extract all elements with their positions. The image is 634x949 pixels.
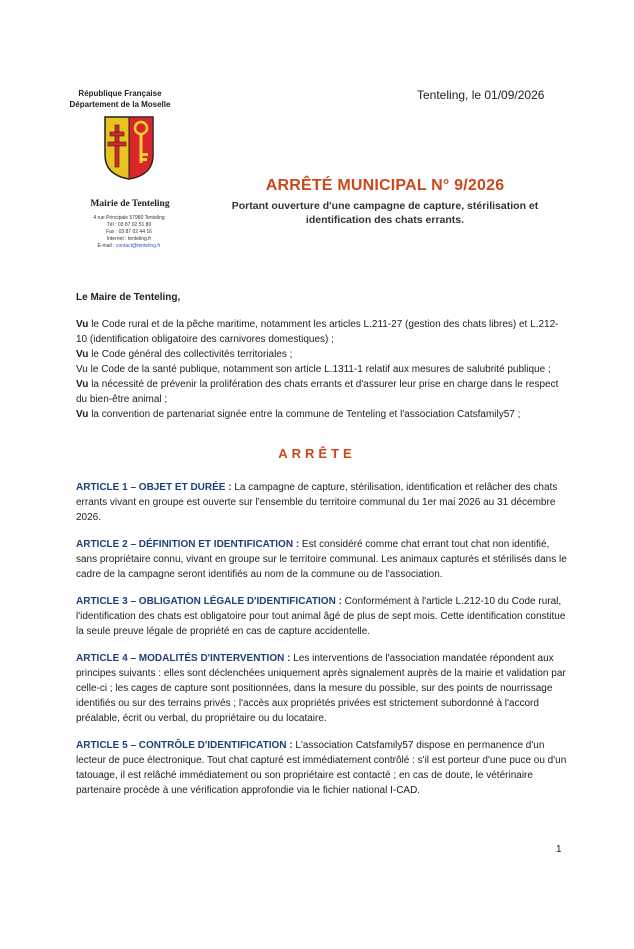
contact-block — [65, 215, 193, 250]
article-2: ARTICLE 2 – DÉFINITION ET IDENTIFICATION : Est considéré comme chat errant tout chat non identifié, sans propriétaire connu, vivant en groupe sur le territoire communal. Les animaux capturés et stérilisés dans le cadre de la campagne seront identifiés au nom de la commune ou de l'association. — [76, 539, 567, 580]
email-link[interactable]: contact@tenteling.fr — [115, 243, 161, 249]
article-1: ARTICLE 1 – OBJET ET DURÉE : La campagne de capture, stérilisation, identification et relâcher des chats errants vivant en groupe est ouverte sur l'ensemble du territoire communal du 1er mai 2026 au 31 décembre 2026. — [76, 482, 558, 523]
coat-of-arms-logo — [103, 115, 155, 181]
page-number: 1 — [556, 844, 562, 855]
intro: Le Maire de Tenteling, — [76, 292, 181, 303]
document-title: ARRÊTÉ MUNICIPAL N° 9/2026 — [265, 177, 505, 194]
departement: Département de la Moselle — [69, 100, 171, 109]
subtitle-line-1: Portant ouverture d'une campagne de capture, stérilisation et — [231, 200, 539, 212]
document-subtitle — [210, 199, 560, 227]
address: 4 rue Principale 57980 Tenteling — [93, 215, 165, 221]
subtitle-line-2: identification des chats errants. — [305, 214, 465, 226]
article-3: ARTICLE 3 – OBLIGATION LÉGALE D'IDENTIFICATION : Conformément à l'article L.212-10 du Code rural, l'identification des chats est obligatoire pour tout animal âgé de plus de sept mois. Cette identification constitue la seule preuve légale de propriété en cas de capture accidentelle. — [76, 596, 566, 637]
vu-block — [76, 317, 566, 422]
articles — [76, 480, 568, 798]
vu-item: Vu le Code de la santé publique, notamment son article L.1311-1 relatif aux mesures de salubrité publique ; — [76, 364, 551, 375]
mairie-name: Mairie de Tenteling — [90, 199, 170, 209]
article-5: ARTICLE 5 – CONTRÔLE D'IDENTIFICATION : L'association Catsfamily57 dispose en permanence d'un lecteur de puce électronique. Tout chat capturé est immédiatement contrôlé : s'il est porteur d'une puce ou d'un tatouage, il est relâché immédiatement ou son propriétaire est contacté ; en cas de doute, le vétérinaire partenaire procède à une vérification approfondie via le fichier national I-CAD. — [76, 740, 567, 796]
document-date: Tenteling, le 01/09/2026 — [417, 88, 545, 102]
arrete-heading: ARRÊTE — [278, 446, 356, 461]
email-line — [65, 243, 193, 250]
vu-item: Vu le Code rural et de la pêche maritime, notamment les articles L.211-27 (gestion des chats libres) et L.212-10 (identification obligatoire des carnivores domestiques) ; — [76, 319, 559, 345]
phone: Tél : 03 87 02 51 80 — [106, 222, 152, 228]
fax: Fax : 03 87 02 44 16 — [106, 229, 152, 235]
republique: République Française — [78, 89, 162, 98]
internet: Internet : tenteling.fr — [106, 236, 152, 242]
vu-item: Vu le Code général des collectivités territoriales ; — [76, 349, 293, 360]
vu-item: Vu la nécessité de prévenir la prolifération des chats errants et d'assurer leur prise en charge dans le respect du bien-être animal ; — [76, 379, 559, 405]
email-label: E-mail : — [97, 243, 116, 249]
article-4: ARTICLE 4 – MODALITÉS D'INTERVENTION : Les interventions de l'association mandatée répondent aux principes suivants : elles sont déclenchées uniquement après signalement auprès de la mairie et validation par celle-ci ; les cages de capture sont positionnées, dans la mesure du possible, sur des points de nourrissage identifiés ou sur des terrains privés ; l'accès aux propriétés privées est strictement subordonné à l'accord préalable, écrit ou verbal, du propriétaire ou du locataire. — [76, 653, 566, 724]
vu-item: Vu la convention de partenariat signée entre la commune de Tenteling et l'association Catsfamily57 ; — [76, 409, 521, 420]
